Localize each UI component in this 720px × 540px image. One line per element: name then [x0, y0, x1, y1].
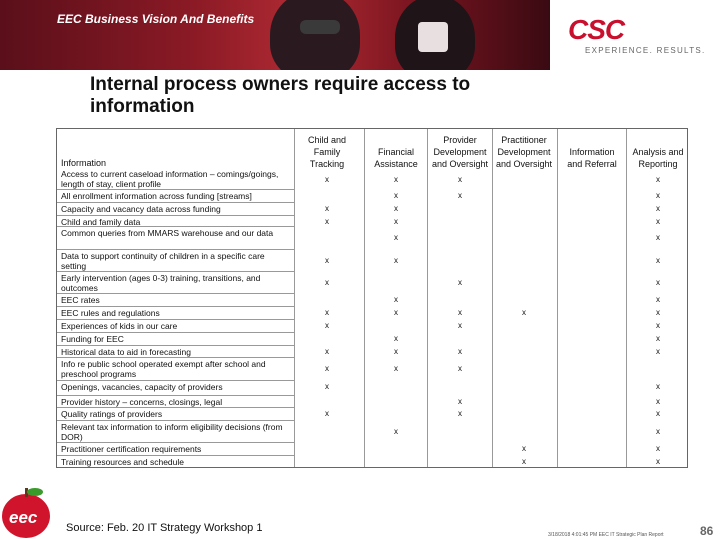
- table-cell-mark: x: [394, 427, 398, 436]
- row-divider: [57, 455, 294, 456]
- table-cell-mark: x: [394, 295, 398, 304]
- column-header: Provider Development and Oversight: [431, 135, 489, 169]
- row-divider: [57, 345, 294, 346]
- table-cell-mark: x: [325, 256, 329, 265]
- cyclist-image: [270, 0, 360, 70]
- row-divider: [57, 407, 294, 408]
- row-divider: [57, 249, 294, 250]
- cyclist-image: [300, 20, 340, 34]
- table-cell-mark: x: [656, 217, 660, 226]
- row-divider: [57, 319, 294, 320]
- row-divider: [57, 271, 294, 272]
- table-row-label: Openings, vacancies, capacity of providers: [61, 382, 223, 392]
- first-column-label: Information: [61, 158, 107, 168]
- table-cell-mark: x: [325, 364, 329, 373]
- table-cell-mark: x: [458, 364, 462, 373]
- row-divider: [57, 357, 294, 358]
- table-cell-mark: x: [656, 457, 660, 466]
- page-number: 86: [700, 524, 714, 538]
- table-row-label: Funding for EEC: [61, 334, 124, 344]
- table-cell-mark: x: [325, 175, 329, 184]
- table-cell-mark: x: [458, 191, 462, 200]
- csc-logo-tagline: EXPERIENCE. RESULTS.: [585, 46, 706, 55]
- table-row-label: Child and family data: [61, 217, 141, 227]
- column-divider: [294, 129, 295, 467]
- table-row-label: Data to support continuity of children in a specific care setting: [61, 251, 265, 271]
- table-row-label: Early intervention (ages 0-3) training, transitions, and outcomes: [61, 273, 261, 293]
- table-row-label: EEC rules and regulations: [61, 308, 160, 318]
- table-cell-mark: x: [656, 233, 660, 242]
- csc-logo: [550, 0, 720, 70]
- table-cell-mark: x: [325, 278, 329, 287]
- table-cell-mark: x: [325, 347, 329, 356]
- row-divider: [57, 395, 294, 396]
- table-cell-mark: x: [656, 256, 660, 265]
- table-cell-mark: x: [394, 308, 398, 317]
- table-row-label: Access to current caseload information – comings/goings, length of stay, client profile: [61, 169, 279, 189]
- eec-apple-logo: [27, 488, 43, 496]
- row-divider: [57, 420, 294, 421]
- table-row-label: Practitioner certification requirements: [61, 444, 202, 454]
- row-divider: [57, 332, 294, 333]
- row-divider: [57, 215, 294, 216]
- table-cell-mark: x: [325, 217, 329, 226]
- table-cell-mark: x: [656, 444, 660, 453]
- table-cell-mark: x: [656, 409, 660, 418]
- table-cell-mark: x: [394, 175, 398, 184]
- column-divider: [492, 129, 493, 467]
- table-cell-mark: x: [656, 397, 660, 406]
- table-cell-mark: x: [325, 308, 329, 317]
- row-divider: [57, 306, 294, 307]
- table-cell-mark: x: [522, 457, 526, 466]
- row-divider: [57, 189, 294, 190]
- table-cell-mark: x: [325, 321, 329, 330]
- table-row-label: Common queries from MMARS warehouse and our data: [61, 228, 274, 238]
- table-cell-mark: x: [458, 175, 462, 184]
- table-cell-mark: x: [522, 444, 526, 453]
- table-cell-mark: x: [656, 175, 660, 184]
- table-cell-mark: x: [458, 397, 462, 406]
- footer-meta: 3/18/2018 4:01:45 PM EEC IT Strategic Plan Report: [548, 532, 664, 538]
- table-cell-mark: x: [656, 334, 660, 343]
- table-cell-mark: x: [394, 364, 398, 373]
- eec-apple-logo: [0, 482, 56, 540]
- table-cell-mark: x: [458, 278, 462, 287]
- table-row-label: Relevant tax information to inform eligibility decisions (from DOR): [61, 422, 283, 442]
- table-cell-mark: x: [656, 321, 660, 330]
- table-cell-mark: x: [394, 191, 398, 200]
- table-cell-mark: x: [656, 427, 660, 436]
- table-cell-mark: x: [458, 308, 462, 317]
- column-divider: [626, 129, 627, 467]
- table-cell-mark: x: [394, 347, 398, 356]
- table-cell-mark: x: [656, 204, 660, 213]
- table-row-label: Info re public school operated exempt after school and preschool programs: [61, 359, 266, 379]
- table-cell-mark: x: [656, 191, 660, 200]
- table-row-label: Capacity and vacancy data across funding: [61, 204, 221, 214]
- table-cell-mark: x: [458, 409, 462, 418]
- table-row-label: Training resources and schedule: [61, 457, 185, 467]
- row-divider: [57, 293, 294, 294]
- table-cell-mark: x: [656, 278, 660, 287]
- eec-apple-logo-text: eec: [9, 508, 38, 527]
- row-divider: [57, 442, 294, 443]
- column-header: Practitioner Development and Oversight: [495, 135, 553, 169]
- header-banner: [0, 0, 550, 70]
- table-cell-mark: x: [656, 382, 660, 391]
- table-row-label: Experiences of kids in our care: [61, 321, 178, 331]
- table-cell-mark: x: [394, 334, 398, 343]
- row-divider: [57, 202, 294, 203]
- banner-title: EEC Business Vision And Benefits: [57, 12, 255, 26]
- table-cell-mark: x: [656, 347, 660, 356]
- csc-logo-mark: CSC: [568, 14, 625, 45]
- table-row-label: Historical data to aid in forecasting: [61, 347, 191, 357]
- column-header: Child and Family Tracking: [307, 135, 347, 169]
- source-note: Source: Feb. 20 IT Strategy Workshop 1: [66, 522, 263, 534]
- row-divider: [57, 380, 294, 381]
- column-divider: [557, 129, 558, 467]
- table-cell-mark: x: [394, 256, 398, 265]
- column-divider: [364, 129, 365, 467]
- table-cell-mark: x: [325, 204, 329, 213]
- table-row-label: Provider history – concerns, closings, legal: [61, 397, 223, 407]
- table-cell-mark: x: [394, 233, 398, 242]
- table-row-label: Quality ratings of providers: [61, 409, 163, 419]
- table-cell-mark: x: [458, 321, 462, 330]
- table-cell-mark: x: [458, 347, 462, 356]
- table-row-label: EEC rates: [61, 295, 100, 305]
- table-cell-mark: x: [394, 204, 398, 213]
- table-cell-mark: x: [656, 308, 660, 317]
- column-header: Financial Assistance: [374, 147, 418, 169]
- cyclist-image: [418, 22, 448, 52]
- page-title: Internal process owners require access to information: [90, 74, 471, 117]
- table-cell-mark: x: [394, 217, 398, 226]
- table-cell-mark: x: [325, 409, 329, 418]
- table-cell-mark: x: [522, 308, 526, 317]
- table-row-label: All enrollment information across funding [streams]: [61, 191, 252, 201]
- column-divider: [427, 129, 428, 467]
- column-header: Analysis and Reporting: [632, 147, 684, 169]
- table-cell-mark: x: [656, 295, 660, 304]
- info-matrix-table: [56, 128, 688, 468]
- column-header: Information and Referral: [567, 147, 617, 169]
- table-cell-mark: x: [325, 382, 329, 391]
